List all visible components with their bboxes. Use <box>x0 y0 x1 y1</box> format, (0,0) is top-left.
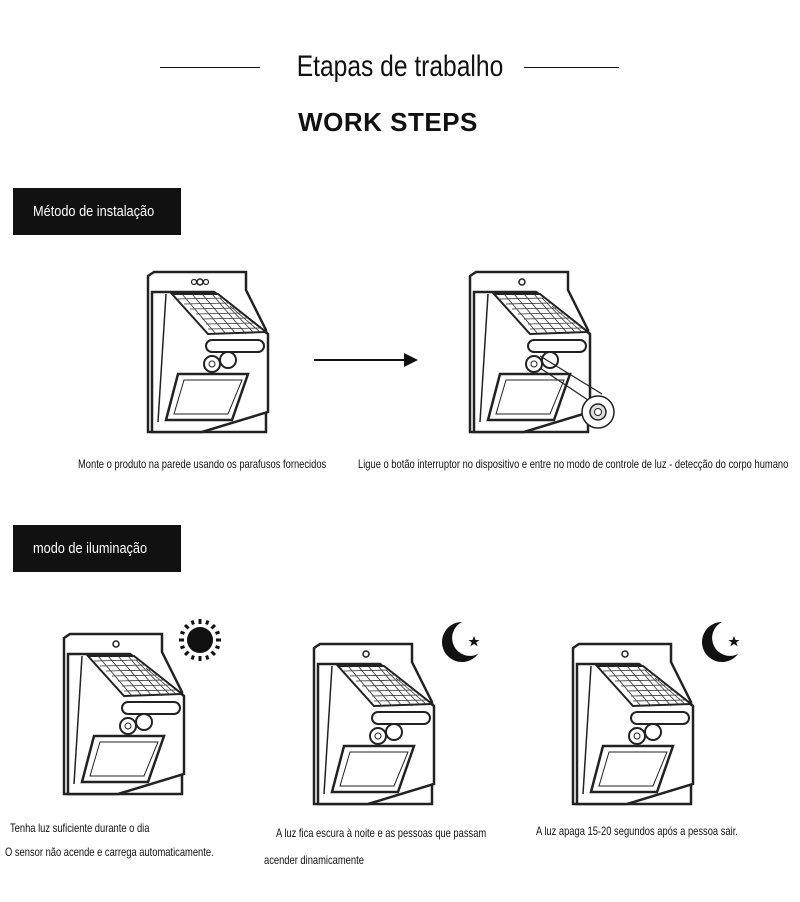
section-tag-label: modo de iluminação <box>33 540 148 557</box>
solar-lamp-illustration-night-off <box>573 644 695 806</box>
mode2-caption-line2: acender dinamicamente <box>264 853 364 867</box>
arrow-right-icon <box>312 352 418 368</box>
page-subtitle: WORK STEPS <box>298 107 478 137</box>
sun-icon <box>178 618 222 662</box>
mode3-caption-line1: A luz apaga 15-20 segundos após a pessoa sair. <box>536 824 738 838</box>
section-tag-lighting <box>13 525 181 572</box>
section-tag-label: Método de instalação <box>33 203 155 220</box>
solar-lamp-illustration-1 <box>148 272 270 434</box>
solar-lamp-illustration-2 <box>470 272 620 434</box>
solar-lamp-illustration-night-on <box>314 644 436 806</box>
solar-lamp-illustration-day <box>64 634 186 796</box>
install-step2-caption: Ligue o botão interruptor no dispositivo e entre no modo de controle de luz - detecção do corpo humano <box>358 457 789 471</box>
section-tag-installation <box>13 188 181 235</box>
mode1-caption-line2: O sensor não acende e carrega automaticamente. <box>5 845 214 859</box>
moon-star-icon <box>696 620 742 666</box>
page-title: Etapas de trabalho <box>296 50 504 83</box>
mode2-caption-line1: A luz fica escura à noite e as pessoas que passam <box>276 826 487 840</box>
switch-button-zoom-icon <box>582 396 614 428</box>
mode1-caption-line1: Tenha luz suficiente durante o dia <box>10 821 150 835</box>
moon-star-icon <box>436 620 482 666</box>
install-step1-caption: Monte o produto na parede usando os parafusos fornecidos <box>78 457 327 471</box>
